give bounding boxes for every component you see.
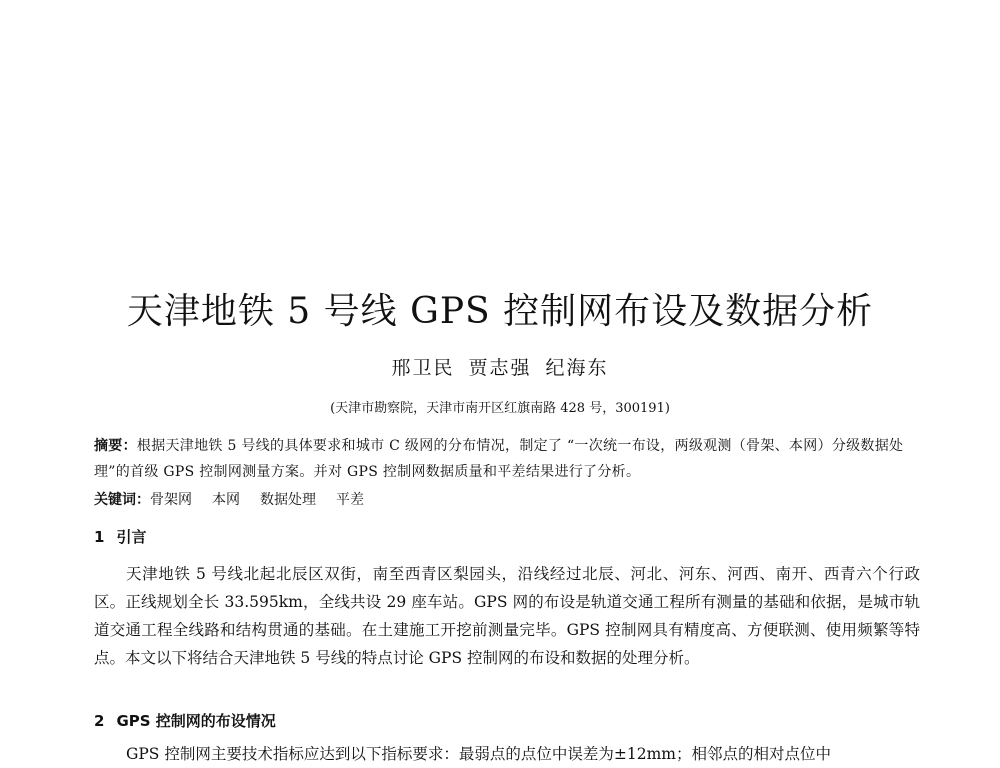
abstract bbox=[94, 433, 924, 485]
keyword-item: 骨架网 bbox=[150, 492, 192, 508]
paper-affiliation: (天津市勘察院，天津市南开区红旗南路 428 号，300191) bbox=[330, 401, 670, 416]
paper-authors: 邢卫民 贾志强 纪海东 bbox=[391, 357, 609, 379]
section-number: 1 bbox=[94, 528, 105, 546]
keywords-label: 关键词： bbox=[94, 492, 150, 508]
section-number: 2 bbox=[94, 712, 105, 730]
abstract-text: 根据天津地铁 5 号线的具体要求和城市 C 级网的分布情况，制定了 “一次统一布设，两级观测（骨架、本网）分级数据处理”的首级 GPS 控制网测量方案。并对 GPS 控制网数据质量和平差结果进行了分析。 bbox=[94, 438, 904, 480]
section-paragraph: 天津地铁 5 号线北起北辰区双街，南至西青区梨园头，沿线经过北辰、河北、河东、河西、南开、西青六个行政区。正线规划全长 33.595km，全线共设 29 座车站。GPS 网的布设是轨道交通工程所有测量的基础和依据，是城市轨道交通工程全线路和结构贯通的基础。在土建施工开挖前测量完毕。GPS 控制网具有精度高、方便联测、使用频繁等特点。本文以下将结合天津地铁 5 号线的特点讨论 GPS 控制网的布设和数据的处理分析。 bbox=[94, 565, 920, 667]
keywords bbox=[94, 489, 384, 509]
section-title: GPS 控制网的布设情况 bbox=[116, 712, 276, 730]
abstract-label: 摘要： bbox=[94, 438, 137, 454]
keyword-item: 平差 bbox=[336, 492, 364, 508]
paper-title: 天津地铁 5 号线 GPS 控制网布设及数据分析 bbox=[126, 291, 874, 332]
section-heading bbox=[94, 710, 276, 731]
section-paragraph: GPS 控制网主要技术指标应达到以下指标要求：最弱点的点位中误差为±12mm；相邻点的相对点位中 bbox=[126, 745, 831, 763]
section-heading bbox=[94, 526, 146, 547]
keyword-item: 数据处理 bbox=[260, 492, 316, 508]
keyword-item: 本网 bbox=[212, 492, 240, 508]
section-title: 引言 bbox=[116, 528, 147, 546]
